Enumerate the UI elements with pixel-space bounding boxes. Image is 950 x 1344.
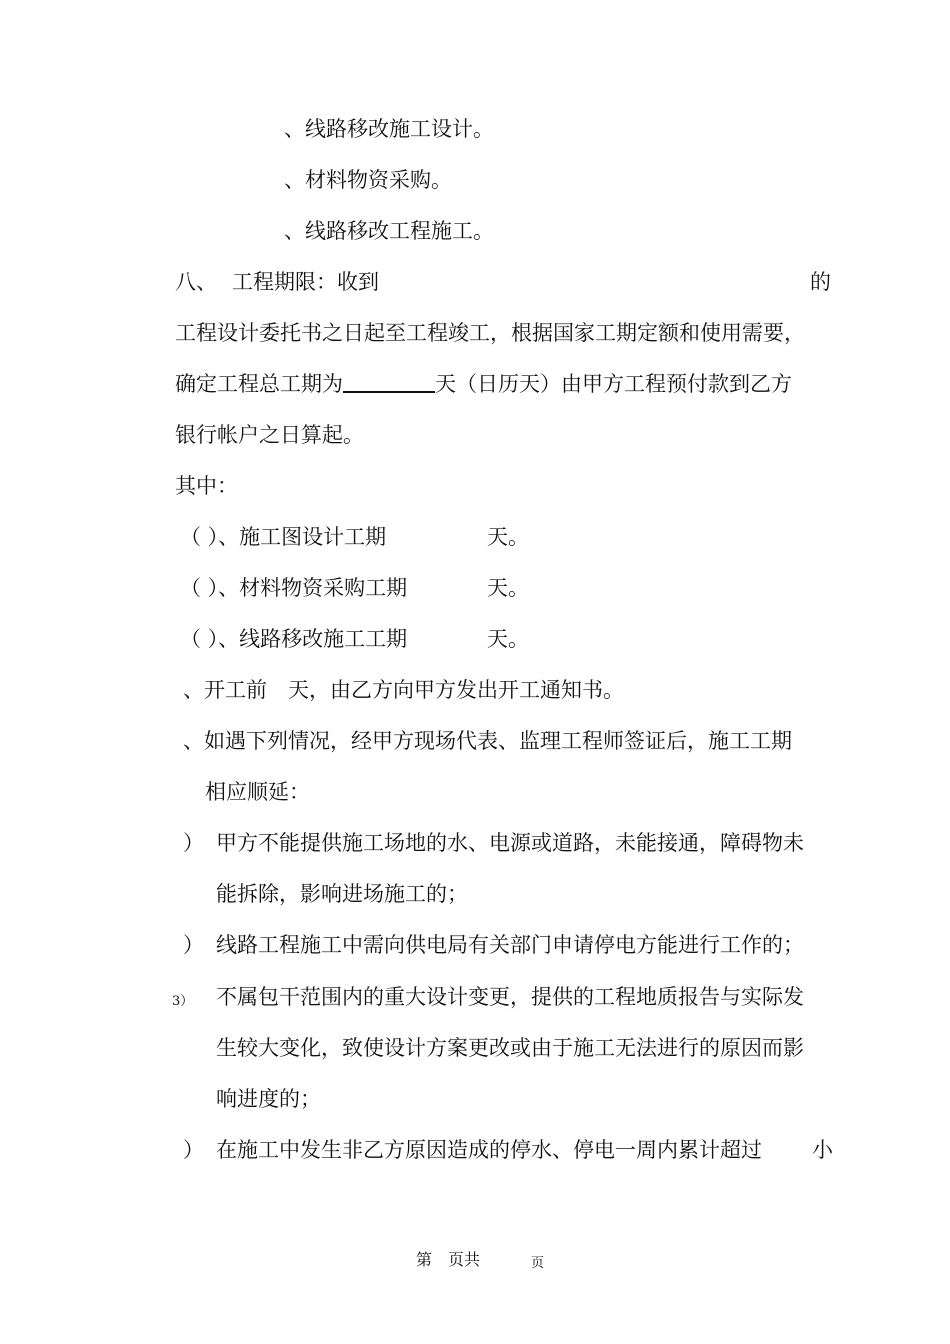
period-procurement-unit: 天。	[487, 576, 529, 600]
section8-label: 八、	[175, 270, 217, 294]
page-footer-label: 第 页共	[416, 1250, 481, 1269]
condition2-marker: ）	[183, 933, 204, 957]
condition4-end: 小	[812, 1138, 833, 1162]
condition1-marker: ）	[183, 831, 204, 855]
start-notice: 、开工前 天，由乙方向甲方发出开工通知书。	[183, 678, 624, 702]
page-footer-suffix: 页	[531, 1256, 545, 1271]
condition3-line1: 不属包干范围内的重大设计变更，提供的工程地质报告与实际发	[216, 985, 804, 1009]
condition4-line1: 在施工中发生非乙方原因造成的停水、停电一周内累计超过	[216, 1138, 762, 1162]
section8-line3	[175, 369, 792, 399]
item-procurement: 、材料物资采购。	[284, 168, 452, 192]
condition4-marker: ）	[183, 1138, 204, 1162]
delay-line1: 、如遇下列情况，经甲方现场代表、监理工程师签证后，施工工期	[183, 729, 792, 753]
condition3-marker: 3）	[172, 994, 194, 1009]
condition3-line2: 生较大变化，致使设计方案更改或由于施工无法进行的原因而影	[216, 1036, 804, 1060]
period-procurement-label: （ ）、材料物资采购工期	[180, 576, 408, 600]
period-design-unit: 天。	[487, 525, 529, 549]
total-days-blank	[343, 371, 435, 393]
delay-line2: 相应顺延：	[205, 780, 310, 804]
condition2-line1: 线路工程施工中需向供电局有关部门申请停电方能进行工作的；	[216, 933, 804, 957]
section8-line4: 银行帐户之日算起。	[175, 423, 364, 447]
section8-line3-before: 确定工程总工期为	[175, 372, 343, 396]
period-construction-label: （ ）、线路移改施工工期	[180, 627, 408, 651]
item-construction: 、线路移改工程施工。	[284, 219, 494, 243]
condition1-line1: 甲方不能提供施工场地的水、电源或道路，未能接通，障碍物未	[216, 831, 804, 855]
period-design-label: （ ）、施工图设计工期	[180, 525, 387, 549]
condition3-line3: 响进度的；	[216, 1087, 321, 1111]
section8-text-end: 的	[810, 270, 831, 294]
among-label: 其中：	[175, 474, 238, 498]
period-construction-unit: 天。	[487, 627, 529, 651]
section8-text-start: 工程期限：收到	[232, 270, 379, 294]
section8-line3-after: 天（日历天）由甲方工程预付款到乙方	[435, 372, 792, 396]
condition1-line2: 能拆除，影响进场施工的；	[216, 882, 468, 906]
item-design: 、线路移改施工设计。	[284, 117, 494, 141]
section8-line2: 工程设计委托书之日起至工程竣工，根据国家工期定额和使用需要，	[175, 321, 805, 345]
